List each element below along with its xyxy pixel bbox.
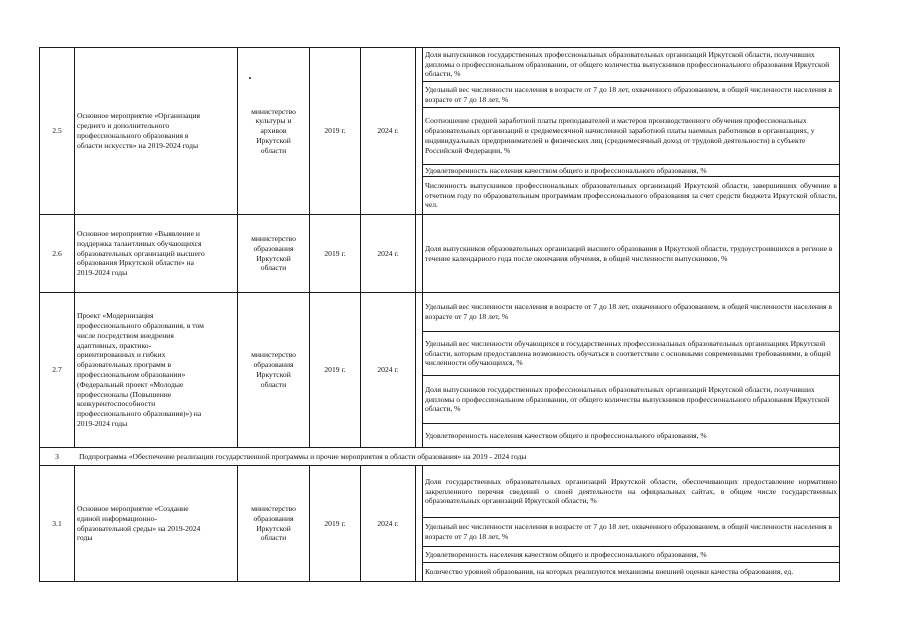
indicator: Удельный вес численности населения в возрасте от 7 до 18 лет, охваченного образованием, в общей численности населения в возрасте от 7 до 18 лет, % [425,302,832,321]
start-year: 2019 г. [324,126,346,136]
row-number: 2.7 [52,365,62,375]
subprogram-title: Подпрограмма «Обеспечение реализации государственной программы и прочие мероприятия в области образования» на 2019 - 2024 годы [79,451,527,461]
executor: министерство культуры и архивов Иркутской области [251,106,296,155]
indicator: Удельный вес численности обучающихся в государственных профессиональных образовательных организациях Иркутской области, которым предоставлена возможность обучаться в соответствии с основными современными требованиями, в общей численности обучающихся, % [425,338,831,368]
end-year: 2024 г. [377,365,399,375]
start-year: 2019 г. [324,518,346,528]
row-number: 3.1 [52,518,62,528]
executor: министерство образования Иркутской области [251,350,296,389]
indicator: Удельный вес численности населения в возрасте от 7 до 18 лет, охваченного образованием, в общей численности населения в возрасте от 7 до 18 лет, % [425,84,832,104]
end-year: 2024 г. [377,126,399,136]
grid-line [422,465,423,581]
indicator: Удовлетворенность населения качеством общего и профессионального образования, % [425,165,707,175]
indicator: Доля выпускников образовательных организаций высшего образования в Иркутской области, трудоустроившихся в регионе в течение календарного года после окончания обучения, в общей численности выпускников, % [425,243,833,263]
event-name: Основное мероприятие «Организация среднего и дополнительного профессионального образования в области искусств» на 2019-2024 годы [77,111,201,150]
executor: министерство образования Иркутской области [251,233,296,273]
grid-line [74,47,75,447]
row-number: 2.6 [52,248,62,258]
event-name: Проект «Модернизация профессионального образования, в том числе посредством внедрения адаптивных, практико- ориентированных и гибких образовательных программ в профессиональном образовании» (Федеральный проект «Молодые профессионалы (Повышение конкурентоспособности профессионального образования)») на 2019-2024 годы [77,311,204,428]
grid-line [415,47,416,447]
grid-line [39,581,840,582]
indicator: Численность выпускников профессиональных образовательных организаций Иркутской области, завершивших обучение в отчетном году по образовательным программам профессионального образования за счет средств бюджета Иркутской области, чел. [425,180,837,210]
indicator: Удельный вес численности населения в возрасте от 7 до 18 лет, охваченного образованием, в общей численности населения в возрасте от 7 до 18 лет, % [425,522,832,541]
indicator: Соотношение средней заработной платы преподавателей и мастеров производственного обучения профессиональных образовательных организаций и среднемесячной начисленной заработной платы наемных работников в организациях, у индивидуальных предпринимателей и физических лиц (среднемесячный доход от трудовой деятельности) в субъекте Российской Федерации, % [425,116,815,155]
grid-line [415,465,416,581]
executor: министерство образования Иркутской области [251,503,296,543]
indicator: Удовлетворенность населения качеством общего и профессионального образования, % [425,430,707,440]
row-number: 2.5 [52,126,62,136]
grid-line [839,47,840,581]
row-number: 3 [55,451,59,461]
start-year: 2019 г. [324,248,346,258]
indicator: Доля государственных образовательных организаций Иркутской области, обеспечивающих предоставление нормативно закрепленного перечня сведений о своей деятельности на официальных сайтах, в общем числе государственных образовательных организаций Иркутской области, % [425,476,837,506]
indicator: Удовлетворенность населения качеством общего и профессионального образования, % [425,549,707,559]
indicator: Доля выпускников государственных профессиональных образовательных организаций Иркутской области, получивших дипломы о профессиональном образовании, от общего количества выпускников профессионального образования Иркутской области, % [425,49,830,79]
event-name: Основное мероприятие «Выявление и поддержка талантливых обучающихся образовательных организаций высшего образования Иркутской области» на 2019-2024 годы [77,229,205,278]
indicator: Количество уровней образования, на которых реализуются механизмы внешней оценки качества образования, ед. [425,567,794,577]
indicator: Доля выпускников государственных профессиональных образовательных организаций Иркутской области, получивших дипломы о профессиональном образовании, от общего количества выпускников профессионального образования Иркутской области, % [425,384,830,414]
event-name: Основное мероприятие «Создание единой информационно- образовательной среды» на 2019-2024 годы [77,503,201,543]
grid-line [74,465,75,581]
start-year: 2019 г. [324,365,346,375]
end-year: 2024 г. [377,518,399,528]
end-year: 2024 г. [377,248,399,258]
